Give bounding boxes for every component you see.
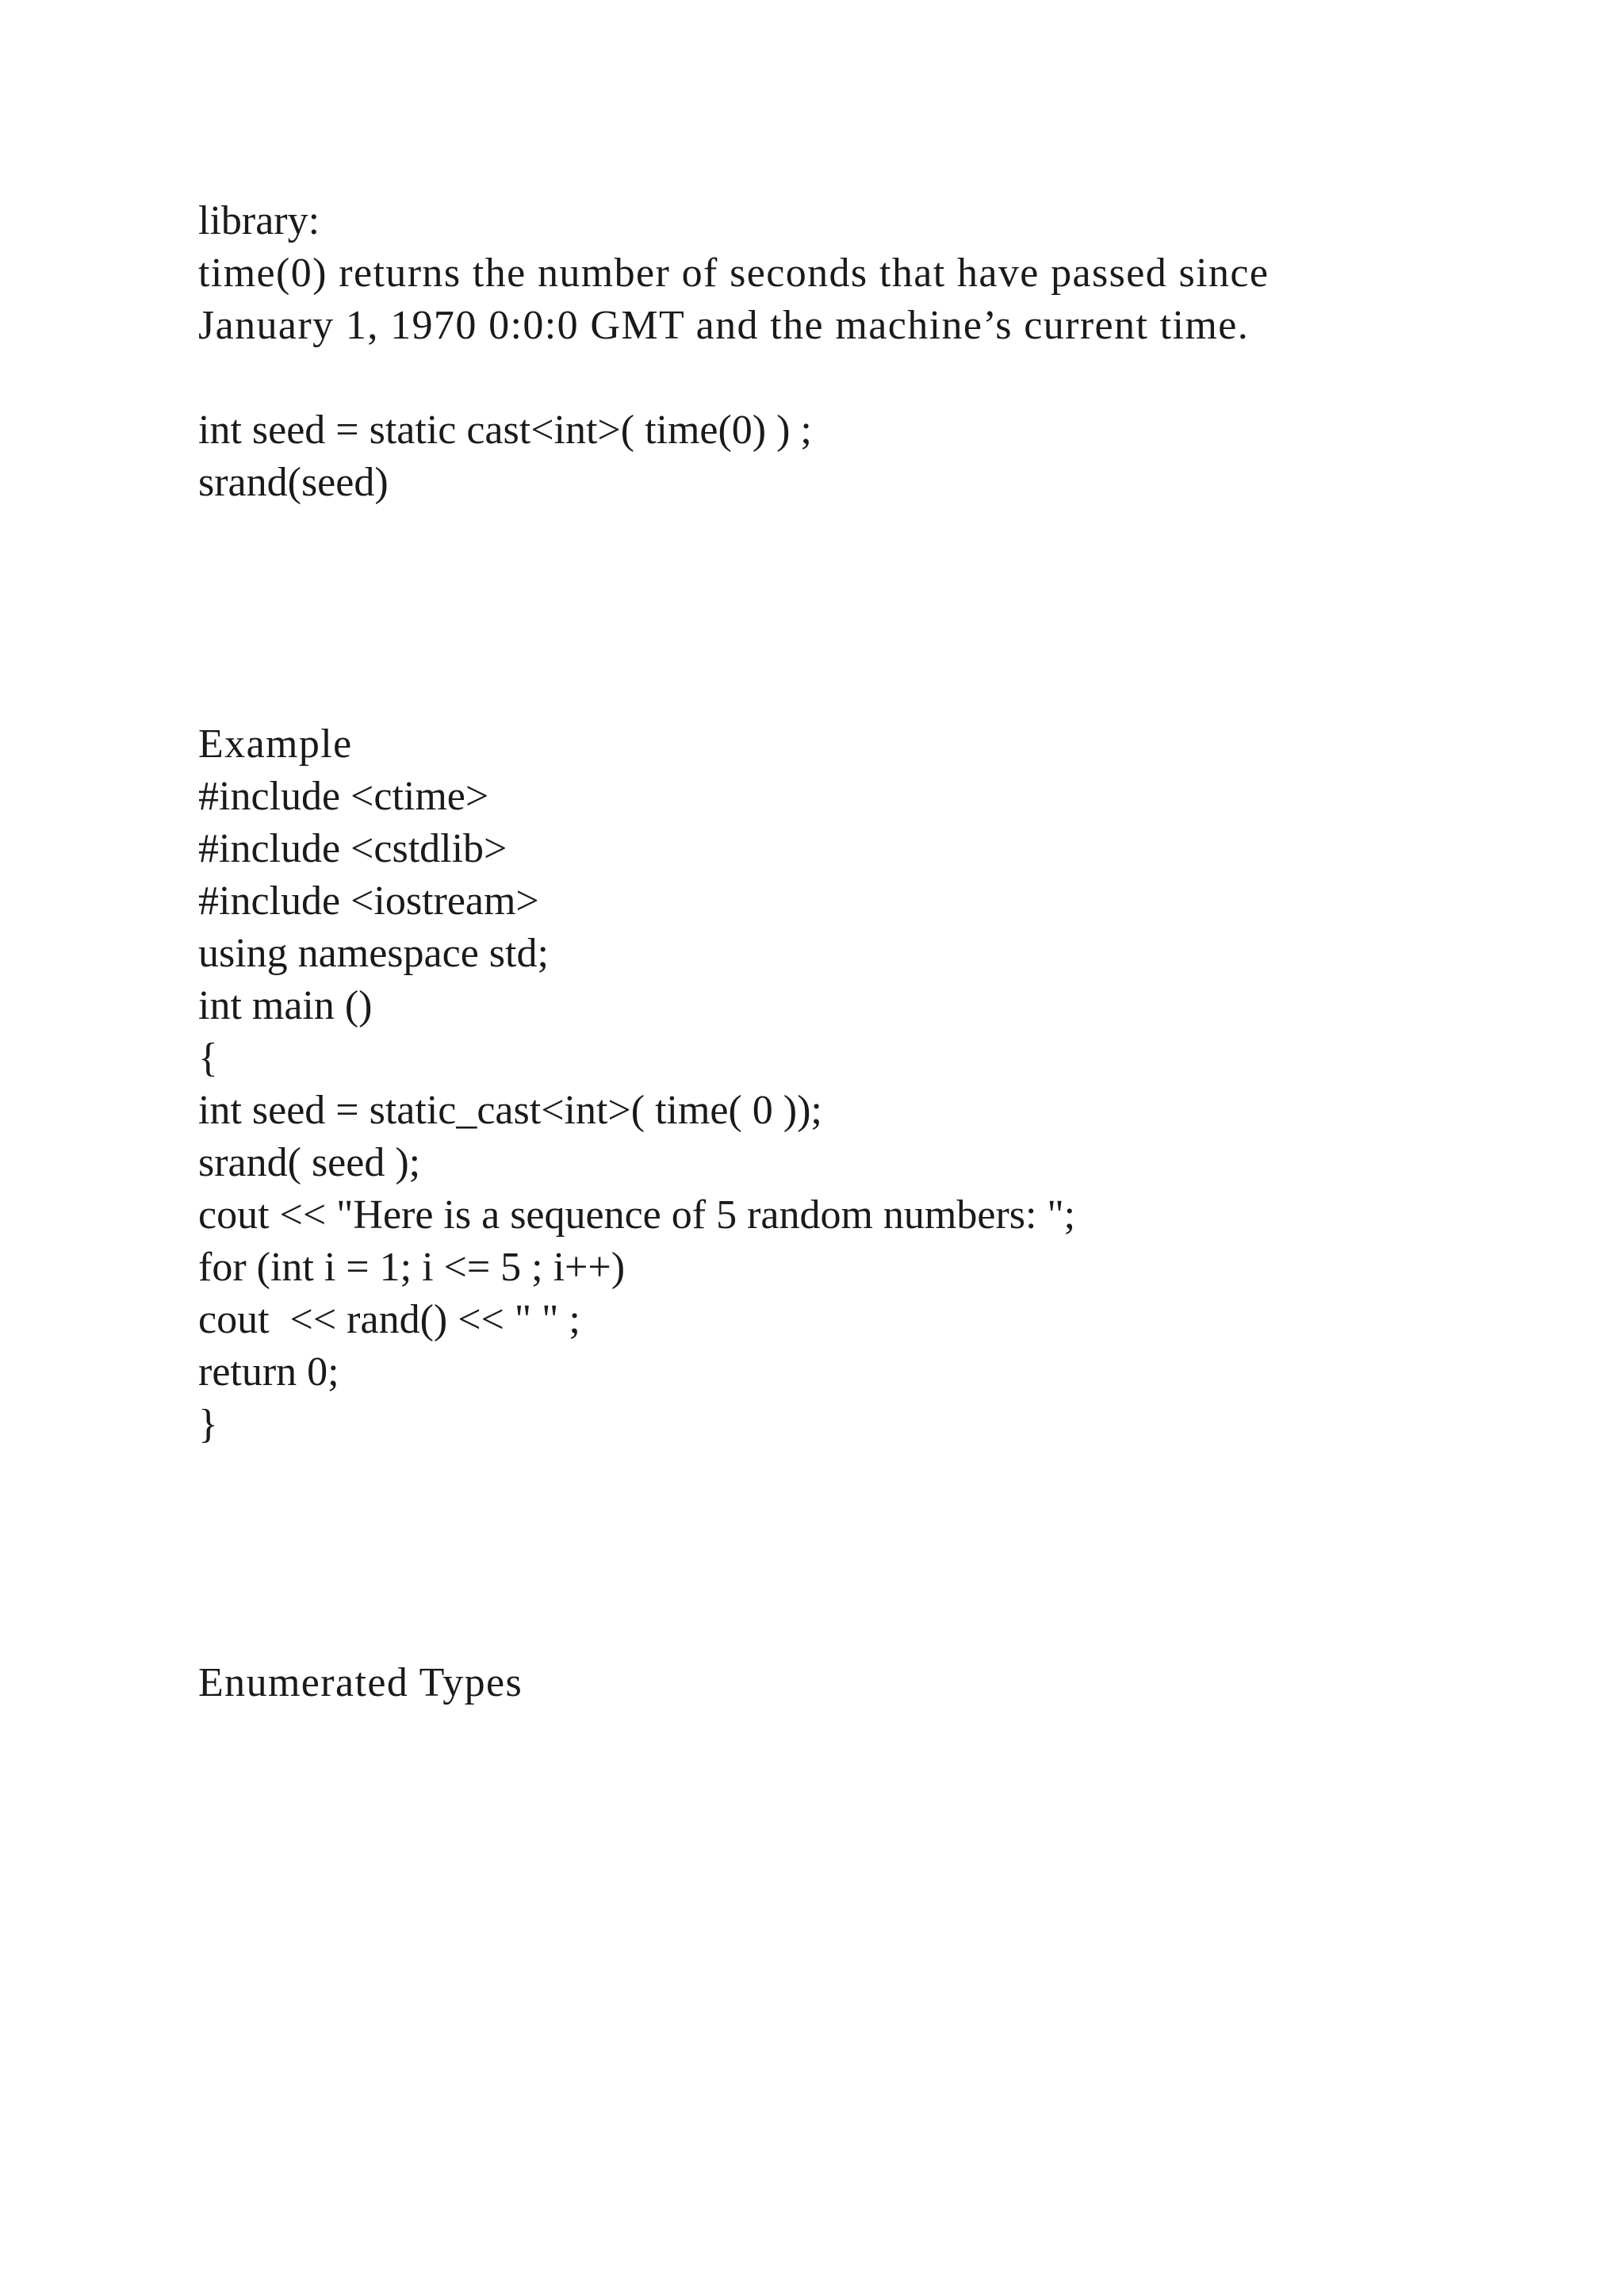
code-line: int seed = static cast<int>( time(0) ) ; <box>198 408 812 453</box>
code-line: return 0; <box>198 1349 339 1395</box>
code-line: srand(seed) <box>198 460 389 505</box>
code-line: for (int i = 1; i <= 5 ; i++) <box>198 1245 626 1290</box>
code-line: cout << rand() << " " ; <box>198 1297 580 1342</box>
seed-code-snippet <box>198 404 812 509</box>
intro-line: library: <box>198 198 320 243</box>
code-line: int seed = static_cast<int>( time( 0 )); <box>198 1088 822 1133</box>
intro-paragraph <box>198 195 1269 352</box>
example-code-block <box>198 771 1075 1451</box>
code-line: { <box>198 1035 218 1081</box>
code-line: srand( seed ); <box>198 1140 421 1185</box>
code-line: using namespace std; <box>198 931 549 976</box>
code-line: cout << "Here is a sequence of 5 random numbers: "; <box>198 1192 1076 1238</box>
code-line: #include <ctime> <box>198 774 489 819</box>
code-line: int main () <box>198 983 373 1028</box>
code-line: } <box>198 1402 218 1447</box>
code-line: #include <iostream> <box>198 878 539 924</box>
code-line: #include <cstdlib> <box>198 826 508 871</box>
intro-line: time(0) returns the number of seconds that have passed since <box>198 251 1270 296</box>
example-heading: Example <box>198 721 353 767</box>
intro-line: January 1, 1970 0:0:0 GMT and the machine’s current time. <box>198 303 1250 348</box>
section-heading-enumerated-types: Enumerated Types <box>198 1660 523 1705</box>
